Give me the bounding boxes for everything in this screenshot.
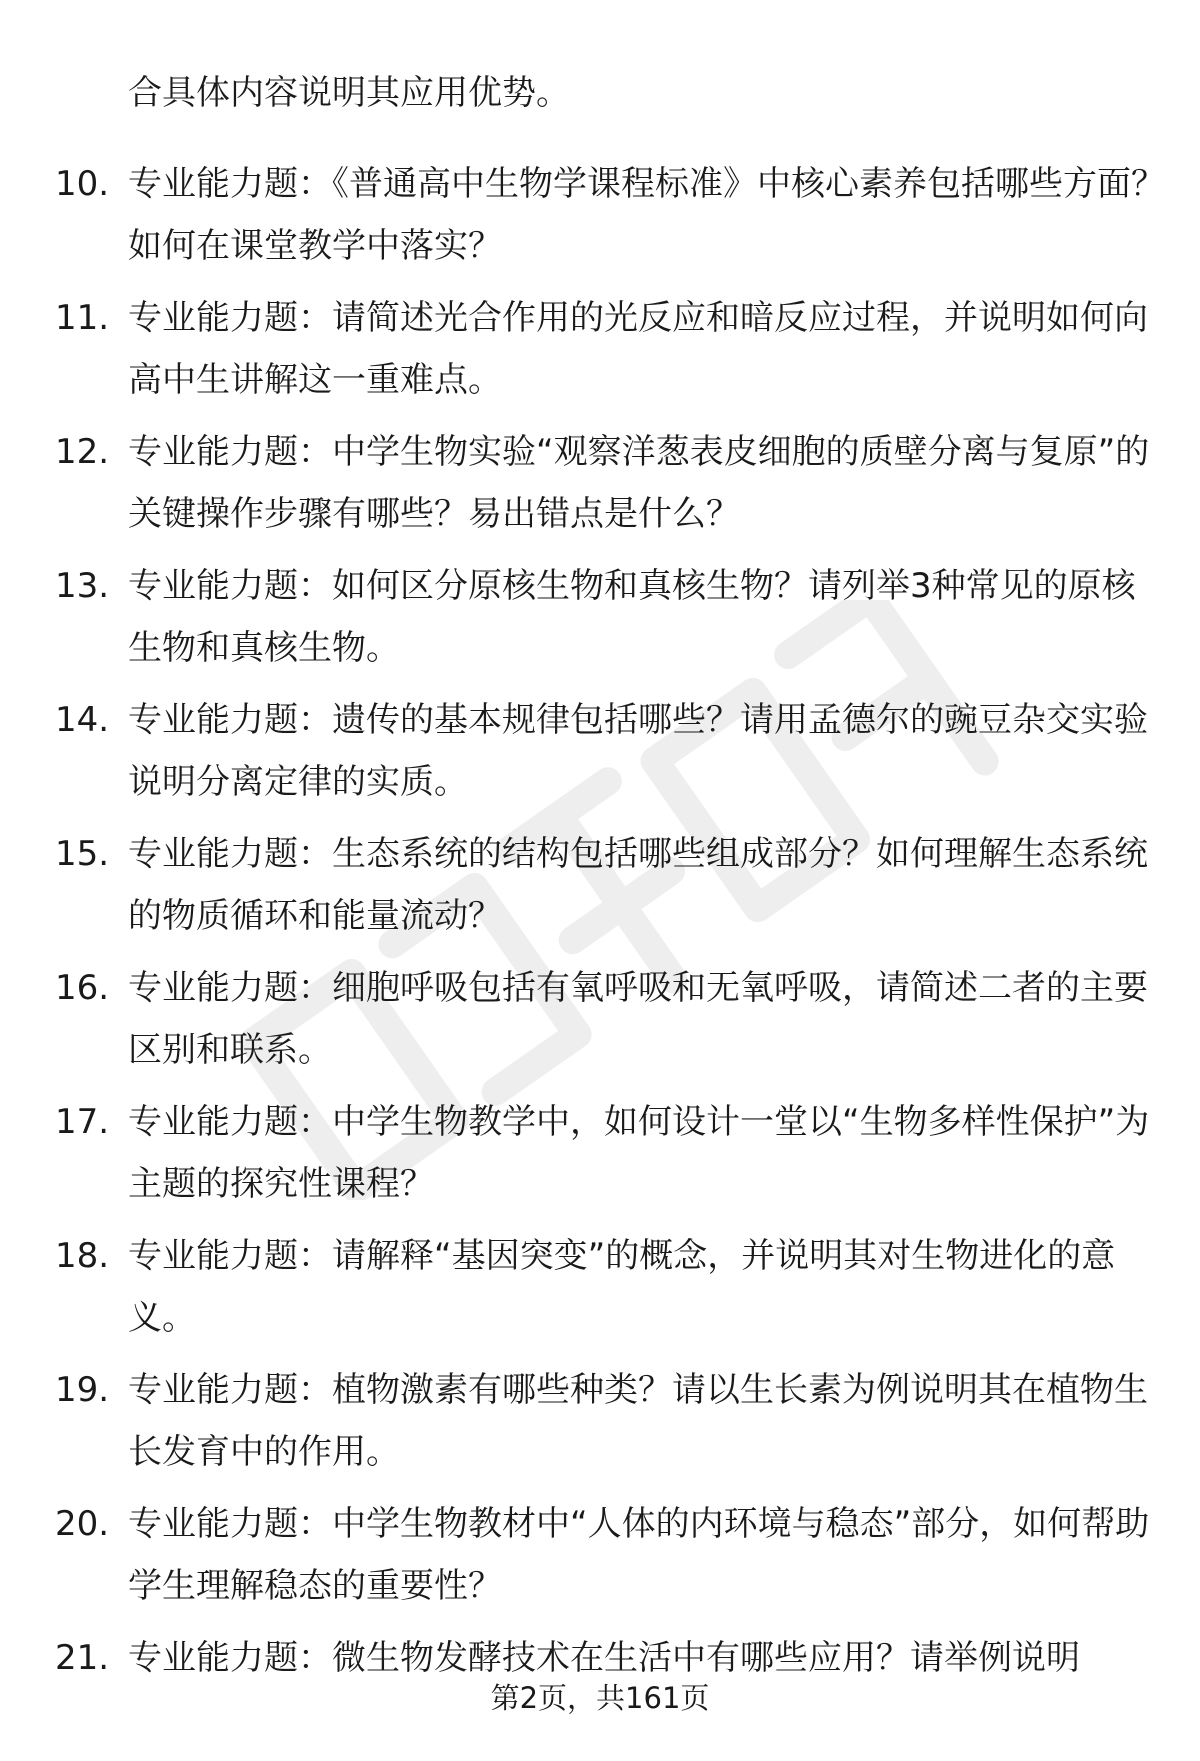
continuation-text: 合具体内容说明其应用优势。 bbox=[128, 73, 570, 113]
question-item bbox=[0, 421, 1200, 555]
question-text: 专业能力题：中学生物教学中，如何设计一堂以“生物多样性保护”为主题的探究性课程？ bbox=[128, 1102, 1150, 1204]
question-item bbox=[0, 1359, 1200, 1493]
question-number: 15. bbox=[55, 834, 110, 874]
question-text: 专业能力题：微生物发酵技术在生活中有哪些应用？请举例说明 bbox=[128, 1638, 1080, 1678]
question-text: 专业能力题：遗传的基本规律包括哪些？请用孟德尔的豌豆杂交实验说明分离定律的实质。 bbox=[128, 700, 1148, 802]
question-number: 12. bbox=[55, 432, 110, 472]
question-number: 13. bbox=[55, 566, 110, 606]
question-number: 19. bbox=[55, 1370, 110, 1410]
question-item bbox=[0, 153, 1200, 287]
question-text: 专业能力题：生态系统的结构包括哪些组成部分？如何理解生态系统的物质循环和能量流动？ bbox=[128, 834, 1148, 936]
question-number: 18. bbox=[55, 1236, 110, 1276]
question-number: 14. bbox=[55, 700, 110, 740]
question-item bbox=[0, 1091, 1200, 1225]
question-number: 21. bbox=[55, 1638, 110, 1678]
question-number: 17. bbox=[55, 1102, 110, 1142]
question-number: 10. bbox=[55, 164, 110, 204]
question-text: 专业能力题：中学生物实验“观察洋葱表皮细胞的质壁分离与复原”的关键操作步骤有哪些？易出错点是什么？ bbox=[128, 432, 1150, 534]
question-item bbox=[0, 957, 1200, 1091]
question-text: 专业能力题：如何区分原核生物和真核生物？请列举3种常见的原核生物和真核生物。 bbox=[128, 566, 1136, 668]
question-text: 专业能力题：植物激素有哪些种类？请以生长素为例说明其在植物生长发育中的作用。 bbox=[128, 1370, 1148, 1472]
question-text: 专业能力题：请解释“基因突变”的概念，并说明其对生物进化的意义。 bbox=[128, 1236, 1116, 1338]
question-item bbox=[0, 823, 1200, 957]
question-item bbox=[0, 1225, 1200, 1359]
question-item bbox=[0, 689, 1200, 823]
page-footer: 第2页，共161页 bbox=[490, 1681, 710, 1715]
question-number: 11. bbox=[55, 298, 110, 338]
question-text: 专业能力题：请简述光合作用的光反应和暗反应过程，并说明如何向高中生讲解这一重难点。 bbox=[128, 298, 1148, 400]
question-text: 专业能力题：中学生物教材中“人体的内环境与稳态”部分，如何帮助学生理解稳态的重要性？ bbox=[128, 1504, 1150, 1606]
question-list bbox=[0, 153, 1200, 1761]
question-item bbox=[0, 1493, 1200, 1627]
question-item bbox=[0, 555, 1200, 689]
question-number: 20. bbox=[55, 1504, 110, 1544]
question-text: 专业能力题：细胞呼吸包括有氧呼吸和无氧呼吸，请简述二者的主要区别和联系。 bbox=[128, 968, 1148, 1070]
question-number: 16. bbox=[55, 968, 110, 1008]
question-text: 专业能力题：《普通高中生物学课程标准》中核心素养包括哪些方面？如何在课堂教学中落实？ bbox=[128, 164, 1165, 266]
question-item bbox=[0, 287, 1200, 421]
